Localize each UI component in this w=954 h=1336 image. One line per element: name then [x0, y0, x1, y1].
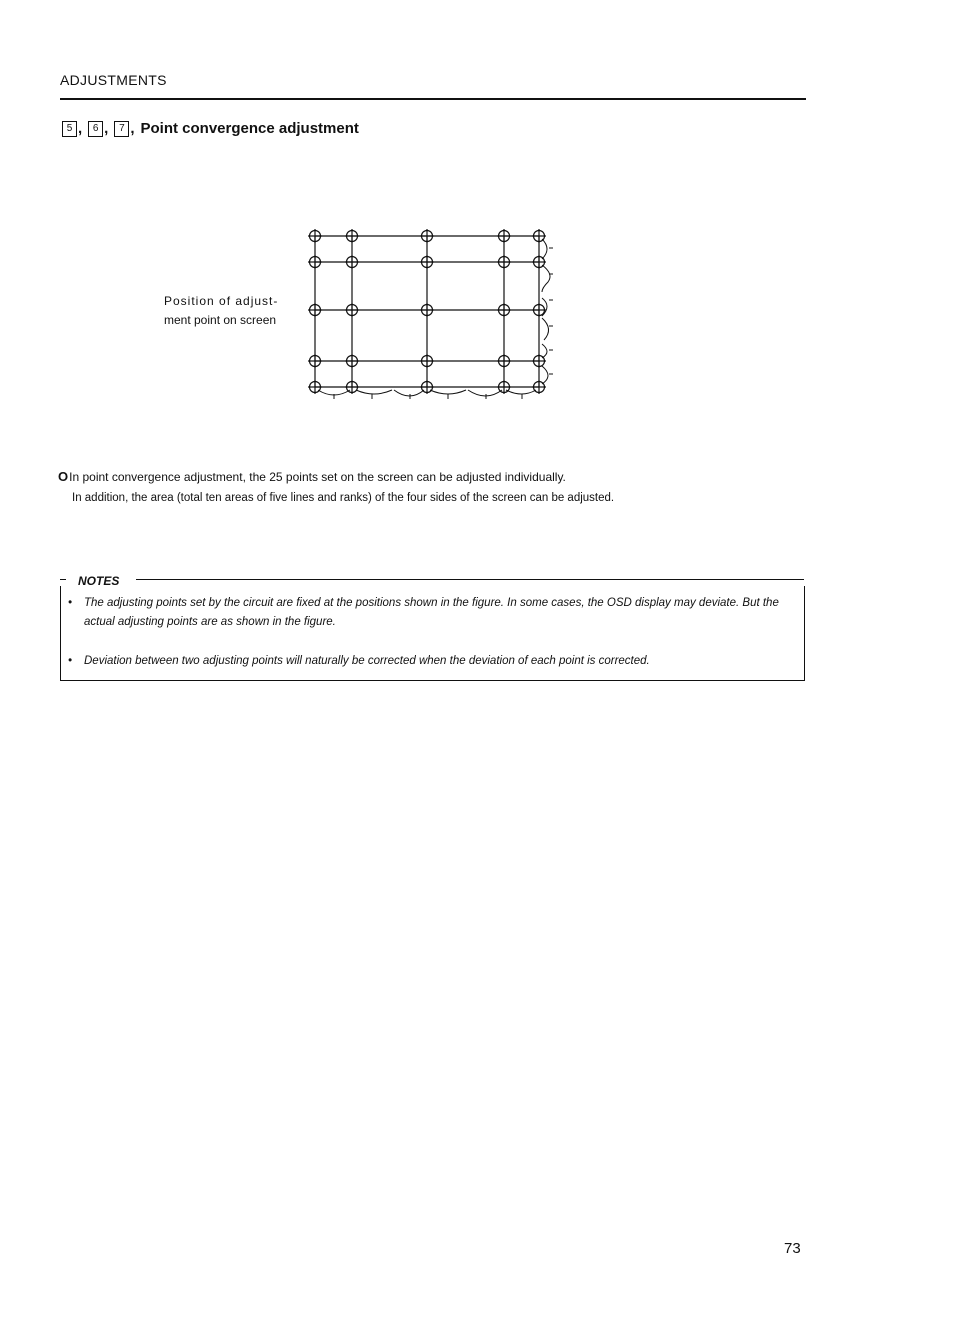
note-text: The adjusting points set by the circuit are fixed at the positions shown in the figure. In some cases, the OSD display may deviate. But the actual adjusting points are as shown in the figure. [84, 597, 779, 628]
notes-box [60, 574, 805, 682]
note-text: Deviation between two adjusting points will naturally be corrected when the deviation of each point is corrected. [84, 655, 650, 667]
adjustment-point [345, 354, 359, 368]
side-area-arc [394, 390, 424, 396]
step-box-7: 7 [114, 121, 129, 137]
step-box-5: 5 [62, 121, 77, 137]
step-box-6: 6 [88, 121, 103, 137]
notes-label: NOTES [78, 574, 120, 588]
side-area-arc [542, 344, 547, 358]
adjustment-point [345, 303, 359, 317]
right-side-area-arcs [542, 239, 553, 384]
side-area-arc [542, 366, 548, 384]
adjustment-point [420, 354, 434, 368]
body-paragraph-2: In addition, the area (total ten areas of five lines and ranks) of the four sides of the screen can be adjusted. [72, 492, 615, 504]
page-number: 73 [784, 1240, 801, 1257]
convergence-point-diagram [306, 226, 562, 406]
step-separator: , [78, 120, 83, 137]
note-bullet: • [68, 655, 73, 667]
side-area-arc [468, 390, 502, 396]
figure-caption [164, 292, 304, 330]
step-separator: , [104, 120, 109, 137]
adjustment-point [345, 229, 359, 243]
adjustment-point [308, 303, 322, 317]
section-title [62, 120, 359, 137]
notes-top-rule-right [136, 579, 804, 580]
adjustment-point [420, 303, 434, 317]
adjustment-point [420, 255, 434, 269]
section-title-text: Point convergence adjustment [140, 120, 359, 137]
note-item [68, 594, 798, 632]
adjustment-point [420, 229, 434, 243]
adjustment-point [308, 380, 322, 394]
side-area-arc [430, 390, 466, 394]
adjustment-point [497, 255, 511, 269]
body-paragraph-1-text: In point convergence adjustment, the 25 points set on the screen can be adjusted individually. [69, 470, 566, 484]
adjustment-point [308, 354, 322, 368]
side-area-arc [542, 318, 549, 340]
step-separator: , [130, 120, 135, 137]
adjustment-point [532, 303, 546, 317]
note-item [68, 652, 798, 671]
adjustment-point [308, 229, 322, 243]
figure-caption-line-1: Position of adjust- [164, 294, 279, 308]
side-area-arc [506, 390, 536, 394]
body-text [58, 466, 778, 509]
note-bullet: • [68, 597, 73, 609]
side-area-arc [356, 390, 392, 394]
notes-top-rule-left [60, 579, 66, 580]
header-rule [60, 98, 806, 100]
adjustment-point [497, 229, 511, 243]
adjustment-point [497, 303, 511, 317]
side-area-arc [542, 265, 550, 292]
side-area-arc [542, 239, 547, 259]
page-header: ADJUSTMENTS [60, 72, 167, 88]
adjustment-point [345, 255, 359, 269]
figure-caption-line-2: ment point on screen [164, 313, 277, 327]
body-paragraph-1 [58, 466, 778, 488]
adjustment-point [308, 255, 322, 269]
bullet-mark: O [58, 469, 69, 484]
adjustment-point [497, 354, 511, 368]
